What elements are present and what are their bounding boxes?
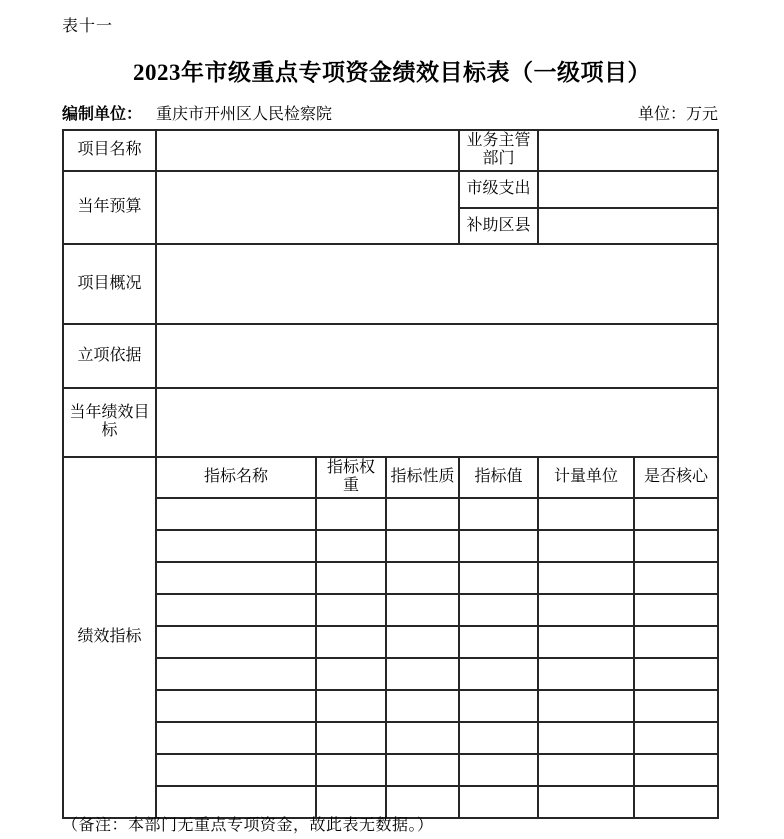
indicator-empty-cell: [316, 594, 386, 626]
indicator-header-unit: 计量单位: [538, 457, 634, 498]
indicator-empty-cell: [316, 498, 386, 530]
indicator-header-weight: 指标权重: [316, 457, 386, 498]
prepared-by: [62, 101, 332, 124]
indicator-empty-row: [63, 690, 718, 722]
indicator-empty-cell: [316, 530, 386, 562]
project-name-label: 项目名称: [63, 130, 156, 171]
indicator-empty-cell: [316, 690, 386, 722]
indicator-empty-cell: [634, 722, 718, 754]
indicator-empty-cell: [316, 626, 386, 658]
indicator-empty-cell: [459, 562, 538, 594]
municipal-expense-value-cell: [538, 171, 718, 208]
indicator-empty-cell: [386, 690, 459, 722]
prepared-by-label: 编制单位：: [62, 106, 143, 123]
indicator-empty-cell: [634, 626, 718, 658]
indicator-empty-cell: [386, 498, 459, 530]
indicator-empty-cell: [634, 530, 718, 562]
indicator-empty-row: [63, 722, 718, 754]
indicator-empty-cell: [316, 658, 386, 690]
indicator-empty-cell: [459, 594, 538, 626]
indicator-empty-cell: [386, 626, 459, 658]
indicator-empty-cell: [316, 562, 386, 594]
indicator-empty-cell: [156, 530, 316, 562]
indicator-empty-cell: [156, 594, 316, 626]
indicator-header-core: 是否核心: [634, 457, 718, 498]
annual-target-value-cell: [156, 388, 718, 457]
indicator-empty-row: [63, 658, 718, 690]
project-basis-row: [63, 324, 718, 388]
indicator-empty-row: [63, 562, 718, 594]
indicator-empty-cell: [634, 594, 718, 626]
indicator-empty-cell: [156, 626, 316, 658]
project-overview-row: [63, 244, 718, 324]
footnote: （备注：本部门无重点专项资金，故此表无数据。）: [62, 817, 434, 834]
indicator-empty-cell: [538, 754, 634, 786]
indicator-empty-cell: [386, 594, 459, 626]
indicator-empty-cell: [459, 754, 538, 786]
project-overview-value-cell: [156, 244, 718, 324]
indicator-empty-cell: [538, 786, 634, 818]
supervisor-dept-value-cell: [538, 130, 718, 171]
indicator-empty-cell: [459, 498, 538, 530]
meta-row: [62, 101, 718, 124]
annual-target-row: [63, 388, 718, 457]
table-number-tag: 表十一: [62, 18, 114, 35]
indicator-empty-cell: [386, 754, 459, 786]
indicator-header-nature: 指标性质: [386, 457, 459, 498]
indicator-empty-cell: [538, 626, 634, 658]
indicator-empty-row: [63, 626, 718, 658]
indicator-empty-cell: [459, 530, 538, 562]
indicator-header-name: 指标名称: [156, 457, 316, 498]
indicator-empty-cell: [634, 562, 718, 594]
project-name-value-cell: [156, 130, 459, 171]
annual-target-label: 当年绩效目标: [63, 388, 156, 457]
indicator-empty-cell: [156, 754, 316, 786]
budget-value-cell: [156, 171, 459, 244]
indicator-empty-cell: [316, 722, 386, 754]
indicator-empty-cell: [634, 498, 718, 530]
performance-target-table: [62, 129, 719, 819]
indicator-empty-cell: [316, 754, 386, 786]
supervisor-dept-label: 业务主管部门: [459, 130, 538, 171]
page-title: 2023年市级重点专项资金绩效目标表（一级项目）: [133, 60, 651, 85]
project-overview-label: 项目概况: [63, 244, 156, 324]
indicator-empty-row: [63, 498, 718, 530]
indicator-empty-cell: [538, 658, 634, 690]
indicator-empty-row: [63, 754, 718, 786]
unit-label: 单位：万元: [637, 106, 718, 123]
indicator-empty-cell: [538, 530, 634, 562]
indicator-empty-cell: [386, 658, 459, 690]
indicator-empty-cell: [156, 722, 316, 754]
indicator-empty-cell: [459, 658, 538, 690]
indicator-empty-cell: [634, 658, 718, 690]
budget-label: 当年预算: [63, 171, 156, 244]
county-subsidy-value-cell: [538, 208, 718, 244]
indicator-empty-cell: [156, 562, 316, 594]
project-basis-value-cell: [156, 324, 718, 388]
indicator-empty-cell: [538, 690, 634, 722]
indicator-empty-cell: [386, 722, 459, 754]
indicator-empty-cell: [459, 626, 538, 658]
indicator-empty-cell: [386, 562, 459, 594]
indicator-empty-cell: [634, 754, 718, 786]
indicator-empty-cell: [386, 530, 459, 562]
indicator-empty-cell: [634, 690, 718, 722]
indicator-header-row: [63, 457, 718, 498]
indicator-empty-row: [63, 594, 718, 626]
indicators-label: 绩效指标: [63, 457, 156, 818]
prepared-by-value: 重庆市开州区人民检察院: [156, 106, 333, 123]
indicator-empty-cell: [634, 786, 718, 818]
table-body: [63, 130, 718, 818]
project-basis-label: 立项依据: [63, 324, 156, 388]
indicator-empty-cell: [538, 498, 634, 530]
indicator-empty-cell: [538, 594, 634, 626]
indicator-empty-cell: [538, 722, 634, 754]
indicator-empty-cell: [538, 562, 634, 594]
county-subsidy-label: 补助区县: [459, 208, 538, 244]
municipal-expense-label: 市级支出: [459, 171, 538, 208]
indicator-empty-cell: [156, 658, 316, 690]
project-name-row: [63, 130, 718, 171]
budget-row: [63, 171, 718, 208]
indicator-empty-row: [63, 530, 718, 562]
indicator-header-value: 指标值: [459, 457, 538, 498]
indicator-empty-cell: [459, 722, 538, 754]
indicator-empty-cell: [156, 690, 316, 722]
indicator-empty-cell: [459, 690, 538, 722]
indicator-empty-cell: [156, 498, 316, 530]
indicator-empty-cell: [459, 786, 538, 818]
